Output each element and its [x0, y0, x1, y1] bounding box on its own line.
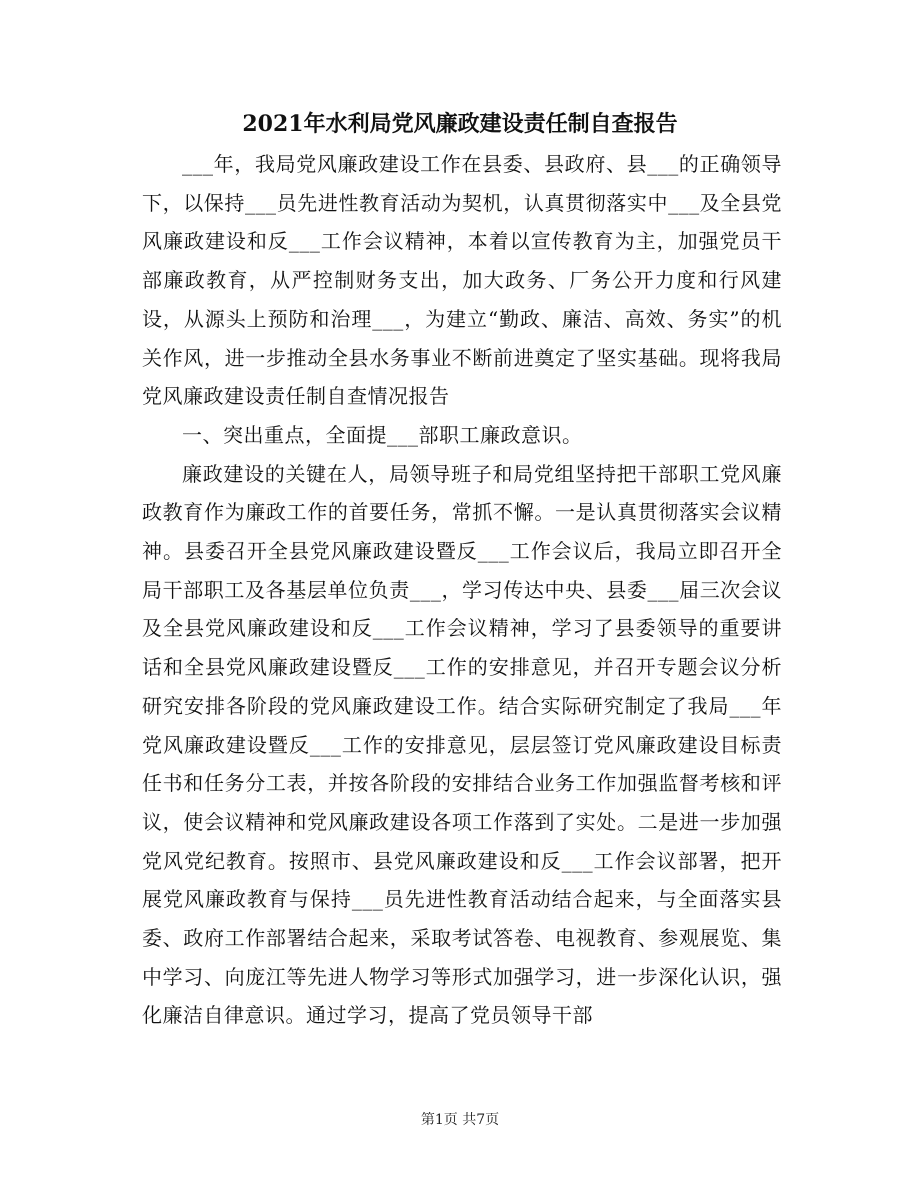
- paragraph-section-body: 廉政建设的关键在人，局领导班子和局党组坚持把干部职工党风廉政教育作为廉政工作的首要任务，常抓不懈。一是认真贯彻落实会议精神。县委召开全县党风廉政建设暨反___工作会议后，我局立即召开全局干部职工及各基层单位负责___，学习传达中央、县委___届三次会议及全县党风廉政建设和反___工作会议精神，学习了县委领导的重要讲话和全县党风廉政建设暨反___工作的安排意见，并召开专题会议分析研究安排各阶段的党风廉政建设工作。结合实际研究制定了我局___年党风廉政建设暨反___工作的安排意见，层层签订党风廉政建设目标责任书和任务分工表，并按各阶段的安排结合业务工作加强监督考核和评议，使会议精神和党风廉政建设各项工作落到了实处。二是进一步加强党风党纪教育。按照市、县党风廉政建设和反___工作会议部署，把开展党风廉政教育与保持___员先进性教育活动结合起来，与全面落实县委、政府工作部署结合起来，采取考试答卷、电视教育、参观展览、集中学习、向庞江等先进人物学习等形式加强学习，进一步深化认识，强化廉洁自律意识。通过学习，提高了党员领导干部: [142, 461, 782, 1028]
- document-title: 2021年水利局党风廉政建设责任制自查报告: [242, 111, 678, 137]
- document-body: [142, 145, 782, 1035]
- paragraph-intro: ___年，我局党风廉政建设工作在县委、县政府、县___的正确领导下，以保持___员先进性教育活动为契机，认真贯彻落实中___及全县党风廉政建设和反___工作会议精神，本着以宣传教育为主，加强党员干部廉政教育，从严控制财务支出，加大政务、厂务公开力度和行风建设，从源头上预防和治理___，为建立“勤政、廉洁、高效、务实”的机关作风，进一步推动全县水务事业不断前进奠定了坚实基础。现将我局党风廉政建设责任制自查情况报告: [142, 152, 782, 409]
- page-number-footer: 第1页 共7页: [420, 1112, 500, 1128]
- paragraph-section-heading: 一、突出重点，全面提___部职工廉政意识。: [182, 422, 583, 447]
